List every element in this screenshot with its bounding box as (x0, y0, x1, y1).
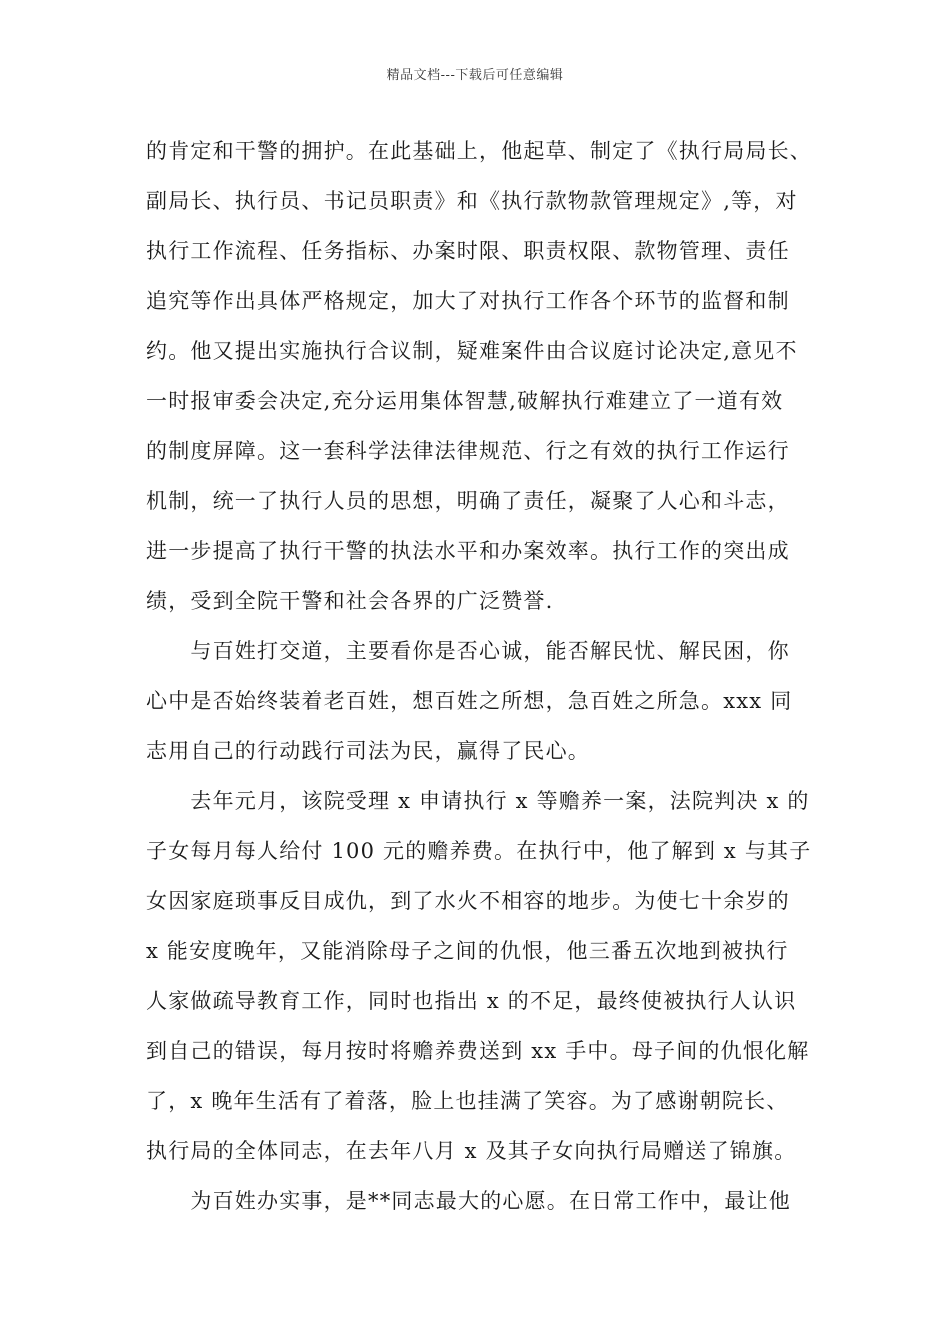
text-line: x 能安度晚年，又能消除母子之间的仇恨，他三番五次地到被执行 (146, 939, 789, 963)
page-header: 精品文档---下载后可任意编辑 (386, 68, 564, 83)
text-line: 追究等作出具体严格规定，加大了对执行工作各个环节的监督和制 (146, 289, 790, 313)
text-line: 进一步提高了执行干警的执法水平和办案效率。执行工作的突出成 (146, 539, 790, 563)
text-line: 机制，统一了执行人员的思想，明确了责任，凝聚了人心和斗志， (146, 489, 790, 513)
text-line: 的制度屏障。这一套科学法律法律规范、行之有效的执行工作运行 (146, 439, 790, 463)
text-line: 一时报审委会决定,充分运用集体智慧,破解执行难建立了一道有效 (146, 389, 784, 413)
document-body (146, 126, 826, 1226)
text-line: 子女每月每人给付 100 元的赡养费。在执行中，他了解到 x 与其子 (146, 839, 812, 863)
text-line: 执行工作流程、任务指标、办案时限、职责权限、款物管理、责任 (146, 239, 790, 263)
text-line: 绩，受到全院干警和社会各界的广泛赞誉. (146, 589, 554, 613)
text-line: 人家做疏导教育工作，同时也指出 x 的不足，最终使被执行人认识 (146, 989, 797, 1013)
paragraph-start-line: 与百姓打交道，主要看你是否心诚，能否解民忧、解民困，你 (146, 639, 790, 663)
text-line: 女因家庭琐事反目成仇，到了水火不相容的地步。为使七十余岁的 (146, 889, 790, 913)
text-line: 副局长、执行员、书记员职责》和《执行款物款管理规定》,等，对 (146, 189, 798, 213)
text-line: 的肯定和干警的拥护。在此基础上，他起草、制定了《执行局局长、 (146, 139, 812, 163)
text-line: 到自己的错误，每月按时将赡养费送到 xx 手中。母子间的仇恨化解 (146, 1039, 810, 1063)
text-line: 心中是否始终装着老百姓，想百姓之所想，急百姓之所急。xxx 同 (146, 689, 793, 713)
text-line: 约。他又提出实施执行合议制，疑难案件由合议庭讨论决定,意见不 (146, 339, 798, 363)
paragraph-start-line: 去年元月，该院受理 x 申请执行 x 等赡养一案，法院判决 x 的 (146, 789, 810, 813)
paragraph-start-line: 为百姓办实事，是**同志最大的心愿。在日常工作中，最让他 (146, 1189, 791, 1213)
text-line: 执行局的全体同志，在去年八月 x 及其子女向执行局赠送了锦旗。 (146, 1139, 797, 1163)
text-line: 志用自己的行动践行司法为民，赢得了民心。 (146, 739, 590, 763)
text-line: 了，x 晚年生活有了着落，脸上也挂满了笑容。为了感谢朝院长、 (146, 1089, 789, 1113)
